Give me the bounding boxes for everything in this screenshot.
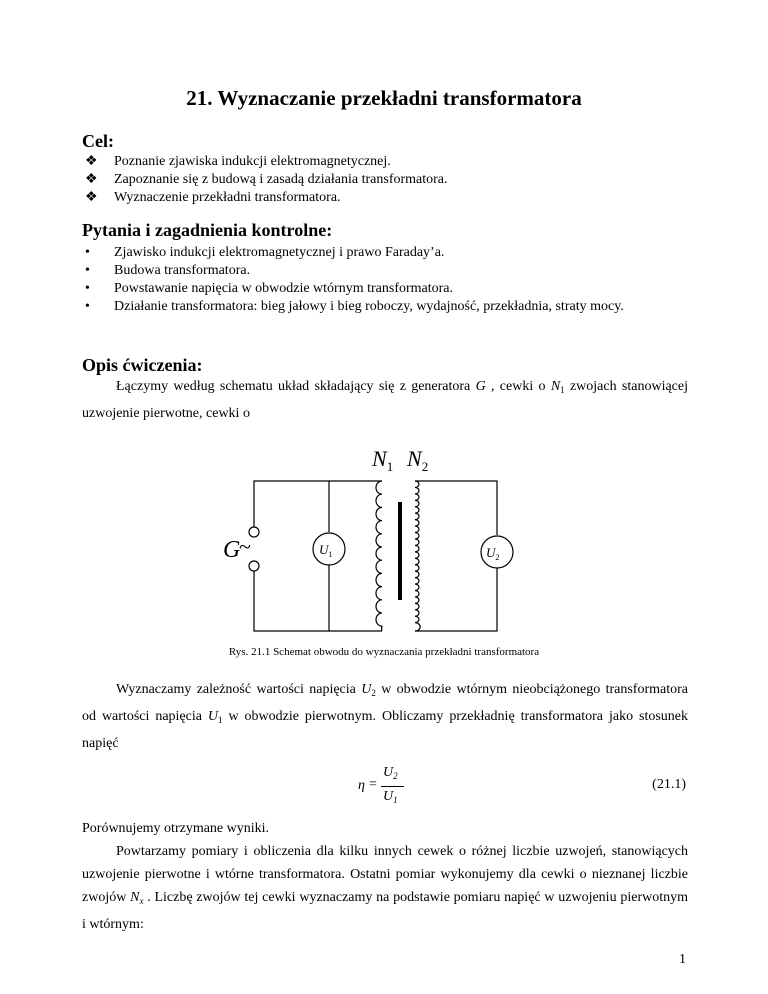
generator-ac-symbol: ~ — [239, 534, 251, 559]
coil-label-n2: $N_2$ — [407, 446, 429, 474]
equals-sign: = — [369, 777, 377, 792]
primary-coil — [376, 481, 382, 631]
dot-bullet-icon: • — [85, 281, 90, 296]
page-number: 1 — [679, 952, 686, 967]
list-item: ❖ Wyznaczenie przekładni transformatora. — [85, 190, 341, 205]
numerator: $U_2$ — [383, 765, 398, 781]
description-heading: Opis ćwiczenia: — [82, 355, 203, 375]
coil-label-n1: $N_1$ — [372, 446, 394, 474]
fraction-bar — [381, 786, 404, 787]
generator-terminal-bottom — [249, 561, 259, 571]
list-item: • Działanie transformatora: bieg jałowy i bieg roboczy, wydajność, przekładnia, straty mocy. — [85, 299, 624, 314]
wire — [254, 571, 382, 631]
generator-label: G — [223, 537, 241, 563]
list-item: • Powstawanie napięcia w obwodzie wtórnym transformatora. — [85, 281, 454, 296]
diamond-bullet-icon: ❖ — [85, 190, 98, 205]
voltmeter-u2-label: $U_2$ — [486, 545, 500, 562]
dot-bullet-icon: • — [85, 263, 90, 278]
denominator: $U_1$ — [383, 789, 398, 805]
goals-heading: Cel: — [82, 131, 114, 151]
wire — [254, 481, 382, 527]
circuit-diagram — [210, 440, 530, 640]
diamond-bullet-icon: ❖ — [85, 154, 98, 169]
diamond-bullet-icon: ❖ — [85, 172, 98, 187]
questions-heading: Pytania i zagadnienia kontrolne: — [82, 220, 333, 240]
voltmeter-u1 — [313, 533, 345, 565]
wire — [415, 481, 497, 535]
dot-bullet-icon: • — [85, 299, 90, 314]
list-item: • Zjawisko indukcji elektromagnetycznej i prawo Faraday’a. — [85, 245, 445, 260]
eta-symbol: η — [358, 778, 365, 793]
voltmeter-u1-label: $U_1$ — [319, 542, 333, 559]
figure-caption: Rys. 21.1 Schemat obwodu do wyznaczania przekładni transformatora — [228, 646, 540, 658]
questions-list — [82, 244, 688, 316]
description-paragraph-4: Powtarzamy pomiary i obliczenia dla kilku innych cewek o różnej liczbie uzwojeń, stanowiących uzwojenie pierwotne i wtórne transformatora. Ostatni pomiar wykonujemy dla cewki o nieznanej liczbie zwojów $N_x$ . Liczbę zwojów tej cewki wyznaczamy na podstawie pomiaru napięć w uzwojeniu pierwotnym i wtórnym: — [82, 844, 688, 932]
description-paragraph-3: Porównujemy otrzymane wyniki. — [82, 821, 270, 836]
equation-number: (21.1) — [652, 777, 686, 792]
dot-bullet-icon: • — [85, 245, 90, 260]
secondary-coil — [415, 481, 420, 631]
page-title: 21. Wyznaczanie przekładni transformatora — [186, 86, 582, 110]
goals-list — [82, 153, 448, 207]
list-item: ❖ Zapoznanie się z budową i zasadą działania transformatora. — [85, 172, 448, 187]
description-paragraph-2: Wyznaczamy zależność wartości napięcia $U_2$ w obwodzie wtórnym nieobciążonego transformatora od wartości napięcia $U_1$ w obwodzie pierwotnym. Obliczamy przekładnię transformatora jako stosunek napięć — [82, 682, 689, 751]
equation-21-1 — [358, 765, 418, 811]
description-paragraph-1: Łączymy według schematu układ składający się z generatora G , cewki o $N_1$ zwojach stanowiącej uzwojenie pierwotne, cewki o — [82, 379, 688, 421]
wire — [415, 568, 497, 631]
list-item: ❖ Poznanie zjawiska indukcji elektromagnetycznej. — [85, 154, 391, 169]
list-item: • Budowa transformatora. — [85, 263, 251, 278]
